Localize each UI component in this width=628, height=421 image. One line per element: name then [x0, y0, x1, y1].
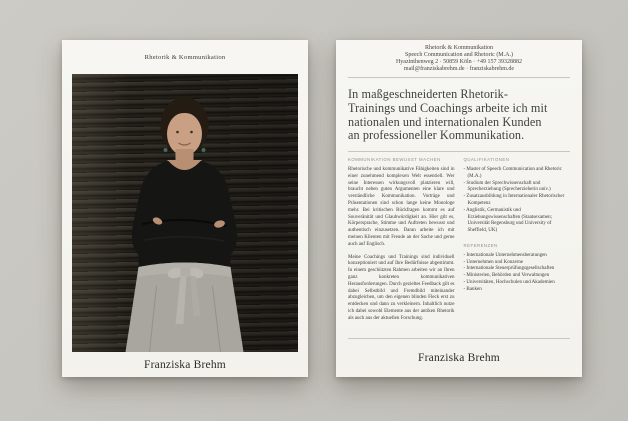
intro-paragraph-2: Meine Coachings und Trainings sind individuell konzeptioniert und auf Ihre Bedürfnisse abgestimmt. In einem geschützten Rahmen arbeiten wir an Ihren ganz konkreten kommunikativen Herausforderungen. Durch gezieltes Feedback gilt es dabei Selbstbild und Fremdbild miteinander abzugleichen, um den eigenen blinden Fleck erst zu entdecken und dann zu verkleinern. Inhaltlich nutze ich dabei sowohl Elemente aus der antiken Rhetorik als auch aus der aktuellen Forschung.	[348, 254, 455, 321]
left-card-footer-name: Franziska Brehm	[144, 358, 226, 371]
reference-item: - Banken	[463, 286, 482, 292]
divider-top	[348, 77, 570, 78]
right-card	[336, 40, 582, 377]
contact-block	[348, 45, 570, 73]
intro-column	[348, 157, 455, 336]
person-illustration	[72, 74, 298, 352]
headline-line-3: nationalen und internationalen Kunden	[348, 114, 542, 129]
contact-line-brand: Rhetorik & Kommunikation	[425, 45, 493, 51]
qualifications-heading: QUALIFIKATIONEN	[463, 157, 510, 163]
headline-line-4: an professioneller Kommunikation.	[348, 128, 525, 143]
portrait-photo	[72, 74, 298, 352]
contact-line-degree: Speech Communication and Rhetoric (M.A.)	[405, 52, 513, 58]
headline	[348, 88, 570, 143]
right-card-footer-name: Franziska Brehm	[418, 352, 500, 364]
reference-item: - Universitäten, Hochschulen und Akademien	[463, 279, 555, 285]
intro-heading: KOMMUNIKATION BEWUSST MACHEN	[348, 157, 441, 163]
contact-line-email: mail@franziskabrehm.de · franziskabrehm.de	[403, 66, 515, 72]
reference-item: - Internationale Steuerprüfungsgesellschaften	[463, 266, 555, 272]
qualification-item: - Anglistik, Germanistik und Erziehungswissenschaften (Staatsexamen; Universität Regensburg und University of Sheffield, UK)	[463, 207, 553, 234]
credentials-column	[464, 157, 571, 336]
references-heading: REFERENZEN	[463, 242, 498, 248]
reference-item: - Unternehmen und Konzerne	[463, 259, 524, 265]
contact-line-address: Hyazinthenweg 2 · 50859 Köln · +49 157 39328882	[395, 59, 523, 65]
headline-line-2: Trainings und Coachings arbeite ich mit	[348, 100, 548, 115]
reference-item: - Ministerien, Behörden und Verwaltungen	[463, 273, 550, 279]
qualification-item: - Master of Speech Communication and Rhetoric (M.A.)	[463, 166, 562, 179]
reference-item: - Internationale Unternehmensberatungen	[463, 252, 547, 258]
left-card-header-title: Rhetorik & Kommunikation	[144, 53, 226, 61]
text-columns	[348, 157, 570, 336]
qualification-item: - Zusatzausbildung in Internationaler Rhetorischer Kompetenz	[463, 194, 565, 206]
left-card	[62, 40, 308, 377]
headline-line-1: In maßgeschneiderten Rhetorik-	[348, 87, 509, 101]
qualification-item: - Studium der Sprechwissenschaft und Sprecherziehung (Sprecherzieherin univ.)	[463, 180, 551, 193]
intro-paragraph-1: Rhetorische und kommunikative Fähigkeiten sind in einer zunehmend komplexen Welt essentiell. Wer seine Interessen wirkungsvoll platzieren will, braucht neben guten Argumenten eine klare und verständliche Kommunikation. Vorträge und Präsentationen sind schon lange keine Monologe mehr. Bei kritischen Rückfragen kommt es auf Souveränität und Glaubwürdigkeit an. Hier gilt es, Körpersprache, Stimme und Auftreten bewusst und authentisch einzusetzen. Daran arbeite ich mit meinen Klienten mit Freude an der Sache und gerne auch auf Englisch.	[348, 166, 455, 247]
divider-middle	[348, 151, 570, 152]
